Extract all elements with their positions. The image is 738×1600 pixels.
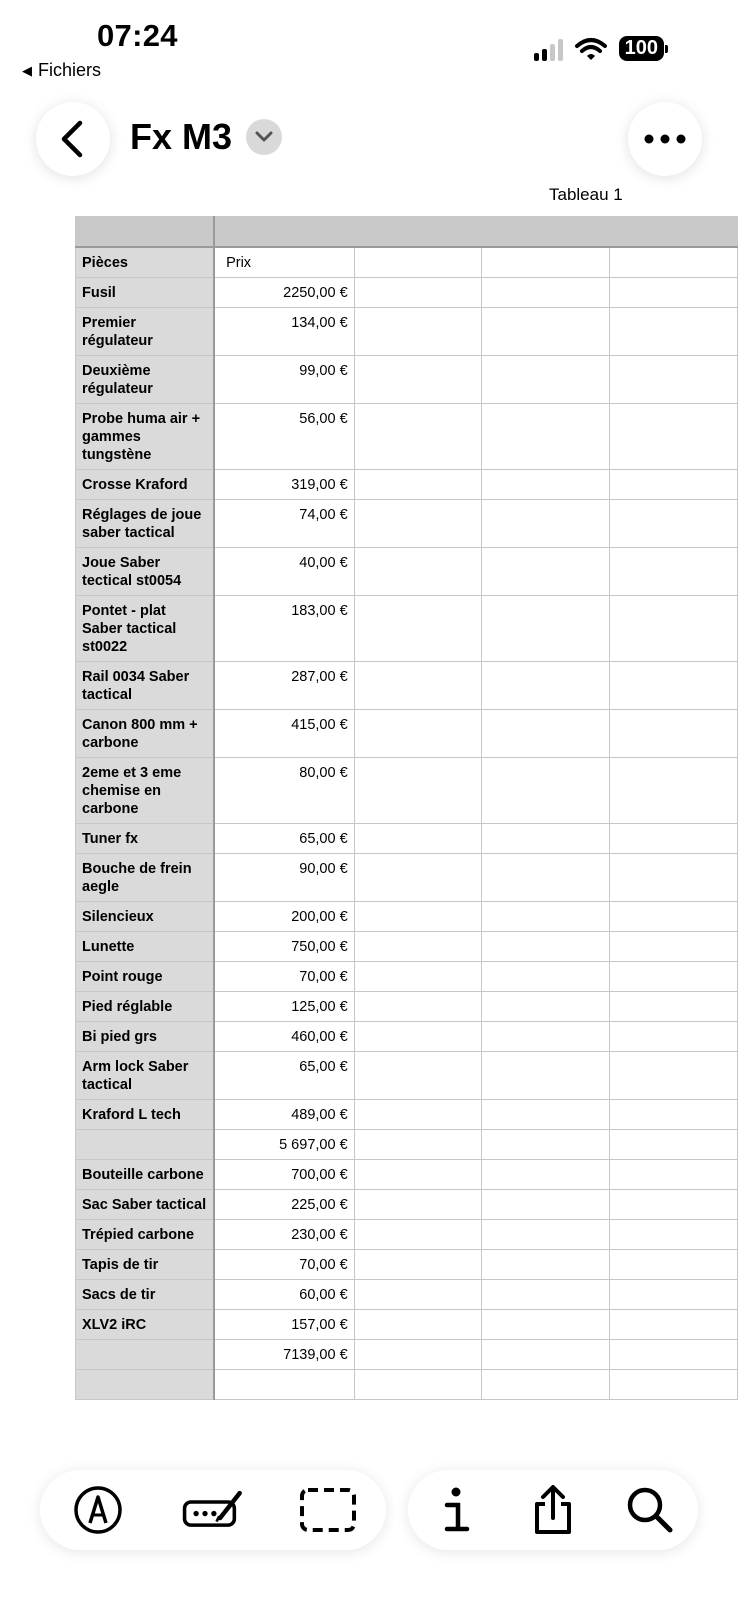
- piece-cell[interactable]: Sac Saber tactical: [76, 1190, 215, 1220]
- piece-cell[interactable]: Lunette: [76, 932, 215, 962]
- piece-cell[interactable]: Bouche de frein aegle: [76, 854, 215, 902]
- empty-cell[interactable]: [482, 500, 610, 548]
- empty-cell[interactable]: [610, 1310, 738, 1340]
- table-row[interactable]: [76, 932, 738, 962]
- empty-cell[interactable]: [354, 902, 482, 932]
- selection-button[interactable]: [296, 1478, 360, 1542]
- annotate-button[interactable]: [181, 1478, 245, 1542]
- price-cell[interactable]: 40,00 €: [214, 548, 354, 596]
- empty-cell[interactable]: [482, 356, 610, 404]
- piece-cell[interactable]: Premier régulateur: [76, 308, 215, 356]
- empty-cell[interactable]: [610, 278, 738, 308]
- table-row[interactable]: [76, 500, 738, 548]
- empty-cell[interactable]: [354, 1190, 482, 1220]
- empty-cell[interactable]: [482, 1100, 610, 1130]
- empty-cell[interactable]: [610, 1190, 738, 1220]
- empty-cell[interactable]: [610, 962, 738, 992]
- price-cell[interactable]: 2250,00 €: [214, 278, 354, 308]
- price-cell[interactable]: 99,00 €: [214, 356, 354, 404]
- piece-cell[interactable]: Pied réglable: [76, 992, 215, 1022]
- price-cell[interactable]: Prix: [214, 247, 354, 278]
- empty-cell[interactable]: [610, 356, 738, 404]
- empty-cell[interactable]: [610, 1280, 738, 1310]
- table-row[interactable]: [76, 278, 738, 308]
- price-cell[interactable]: 700,00 €: [214, 1160, 354, 1190]
- price-cell[interactable]: 80,00 €: [214, 758, 354, 824]
- empty-cell[interactable]: [610, 596, 738, 662]
- empty-cell[interactable]: [610, 854, 738, 902]
- back-app-label: Fichiers: [38, 60, 102, 80]
- piece-cell[interactable]: Rail 0034 Saber tactical: [76, 662, 215, 710]
- empty-cell[interactable]: [482, 1190, 610, 1220]
- empty-cell[interactable]: [354, 1220, 482, 1250]
- piece-cell[interactable]: Crosse Kraford: [76, 470, 215, 500]
- table-row[interactable]: [76, 1022, 738, 1052]
- table-row[interactable]: [76, 548, 738, 596]
- empty-cell[interactable]: [610, 247, 738, 278]
- piece-cell[interactable]: Bi pied grs: [76, 1022, 215, 1052]
- back-button[interactable]: [36, 102, 110, 176]
- price-cell[interactable]: 65,00 €: [214, 1052, 354, 1100]
- table-row[interactable]: [76, 992, 738, 1022]
- piece-cell[interactable]: [76, 1370, 215, 1400]
- empty-cell[interactable]: [354, 500, 482, 548]
- empty-cell[interactable]: [354, 962, 482, 992]
- piece-cell[interactable]: Silencieux: [76, 902, 215, 932]
- piece-cell[interactable]: Tapis de tir: [76, 1250, 215, 1280]
- price-cell[interactable]: 200,00 €: [214, 902, 354, 932]
- more-button[interactable]: [628, 102, 702, 176]
- table-row[interactable]: [76, 1370, 738, 1400]
- table-row[interactable]: [76, 1190, 738, 1220]
- empty-cell[interactable]: [354, 470, 482, 500]
- info-icon: [441, 1485, 471, 1535]
- price-cell[interactable]: 287,00 €: [214, 662, 354, 710]
- empty-cell[interactable]: [610, 824, 738, 854]
- empty-cell[interactable]: [354, 992, 482, 1022]
- piece-cell[interactable]: Réglages de joue saber tactical: [76, 500, 215, 548]
- empty-cell[interactable]: [354, 1100, 482, 1130]
- piece-cell[interactable]: Kraford L tech: [76, 1100, 215, 1130]
- document-title: Fx M3: [130, 116, 233, 157]
- column-header-b[interactable]: [214, 217, 354, 248]
- share-icon: [531, 1484, 575, 1536]
- price-cell[interactable]: 750,00 €: [214, 932, 354, 962]
- empty-cell[interactable]: [482, 1250, 610, 1280]
- piece-cell[interactable]: Pièces: [76, 247, 215, 278]
- toolbar-actions-group: [408, 1470, 698, 1550]
- piece-cell[interactable]: Arm lock Saber tactical: [76, 1052, 215, 1100]
- piece-cell[interactable]: Fusil: [76, 278, 215, 308]
- empty-cell[interactable]: [354, 404, 482, 470]
- price-cell[interactable]: 415,00 €: [214, 710, 354, 758]
- empty-cell[interactable]: [482, 1160, 610, 1190]
- piece-cell[interactable]: XLV2 iRC: [76, 1310, 215, 1340]
- empty-cell[interactable]: [482, 962, 610, 992]
- table-row[interactable]: [76, 1340, 738, 1370]
- empty-cell[interactable]: [354, 854, 482, 902]
- empty-cell[interactable]: [354, 1310, 482, 1340]
- table-row[interactable]: [76, 1280, 738, 1310]
- empty-cell[interactable]: [610, 902, 738, 932]
- empty-cell[interactable]: [354, 1340, 482, 1370]
- empty-cell[interactable]: [610, 1100, 738, 1130]
- table-row[interactable]: [76, 470, 738, 500]
- piece-cell[interactable]: Point rouge: [76, 962, 215, 992]
- empty-cell[interactable]: [610, 662, 738, 710]
- empty-cell[interactable]: [482, 1340, 610, 1370]
- empty-cell[interactable]: [610, 1130, 738, 1160]
- chevron-down-icon: [246, 119, 282, 155]
- spreadsheet-table[interactable]: [75, 216, 738, 1400]
- empty-cell[interactable]: [610, 470, 738, 500]
- cellular-signal-icon: [534, 37, 563, 61]
- search-button[interactable]: [618, 1478, 682, 1542]
- price-cell[interactable]: 65,00 €: [214, 824, 354, 854]
- empty-cell[interactable]: [482, 824, 610, 854]
- empty-cell[interactable]: [354, 932, 482, 962]
- back-triangle-icon: ◀: [22, 62, 32, 78]
- empty-cell[interactable]: [482, 308, 610, 356]
- share-button[interactable]: [521, 1478, 585, 1542]
- empty-cell[interactable]: [354, 1160, 482, 1190]
- empty-cell[interactable]: [610, 1220, 738, 1250]
- empty-cell[interactable]: [354, 1052, 482, 1100]
- table-row[interactable]: [76, 1250, 738, 1280]
- empty-cell[interactable]: [610, 758, 738, 824]
- empty-cell[interactable]: [482, 1220, 610, 1250]
- empty-cell[interactable]: [610, 1160, 738, 1190]
- piece-cell[interactable]: [76, 1130, 215, 1160]
- price-cell[interactable]: 74,00 €: [214, 500, 354, 548]
- empty-cell[interactable]: [354, 356, 482, 404]
- empty-cell[interactable]: [354, 548, 482, 596]
- toolbar-edit-group: [40, 1470, 386, 1550]
- column-header-a[interactable]: [76, 217, 215, 248]
- empty-cell[interactable]: [482, 596, 610, 662]
- annotate-icon: [181, 1485, 245, 1535]
- piece-cell[interactable]: Deuxième régulateur: [76, 356, 215, 404]
- empty-cell[interactable]: [482, 247, 610, 278]
- empty-cell[interactable]: [610, 308, 738, 356]
- price-cell[interactable]: 125,00 €: [214, 992, 354, 1022]
- price-cell[interactable]: 460,00 €: [214, 1022, 354, 1052]
- table-row[interactable]: [76, 902, 738, 932]
- price-cell[interactable]: 56,00 €: [214, 404, 354, 470]
- empty-cell[interactable]: [482, 278, 610, 308]
- empty-cell[interactable]: [354, 1022, 482, 1052]
- empty-cell[interactable]: [354, 710, 482, 758]
- empty-cell[interactable]: [610, 404, 738, 470]
- sheet-name: Tableau 1: [549, 185, 623, 204]
- empty-cell[interactable]: [610, 1022, 738, 1052]
- piece-cell[interactable]: Bouteille carbone: [76, 1160, 215, 1190]
- empty-cell[interactable]: [610, 992, 738, 1022]
- price-cell[interactable]: 70,00 €: [214, 1250, 354, 1280]
- empty-cell[interactable]: [354, 824, 482, 854]
- table-row[interactable]: [76, 596, 738, 662]
- price-cell[interactable]: 7139,00 €: [214, 1340, 354, 1370]
- table-row[interactable]: [76, 710, 738, 758]
- empty-cell[interactable]: [482, 1022, 610, 1052]
- column-header-e[interactable]: [610, 217, 738, 248]
- price-cell[interactable]: 5 697,00 €: [214, 1130, 354, 1160]
- empty-cell[interactable]: [354, 247, 482, 278]
- table-row[interactable]: [76, 1100, 738, 1130]
- empty-cell[interactable]: [482, 758, 610, 824]
- table-row[interactable]: [76, 1220, 738, 1250]
- battery-icon: [619, 36, 668, 61]
- empty-cell[interactable]: [482, 404, 610, 470]
- price-cell[interactable]: 134,00 €: [214, 308, 354, 356]
- empty-cell[interactable]: [482, 1052, 610, 1100]
- back-to-app-link[interactable]: [22, 60, 101, 81]
- selection-icon: [299, 1487, 357, 1533]
- empty-cell[interactable]: [610, 548, 738, 596]
- markup-icon: [73, 1485, 123, 1535]
- price-cell[interactable]: 70,00 €: [214, 962, 354, 992]
- table-row[interactable]: [76, 662, 738, 710]
- empty-cell[interactable]: [482, 1280, 610, 1310]
- table-row[interactable]: [76, 1130, 738, 1160]
- price-cell[interactable]: 90,00 €: [214, 854, 354, 902]
- empty-cell[interactable]: [610, 1052, 738, 1100]
- price-cell[interactable]: 230,00 €: [214, 1220, 354, 1250]
- price-cell[interactable]: 183,00 €: [214, 596, 354, 662]
- empty-cell[interactable]: [482, 992, 610, 1022]
- column-header-row[interactable]: [76, 217, 738, 248]
- table-row[interactable]: [76, 758, 738, 824]
- empty-cell[interactable]: [610, 500, 738, 548]
- wifi-icon: [575, 37, 607, 61]
- empty-cell[interactable]: [354, 1130, 482, 1160]
- piece-cell[interactable]: Sacs de tir: [76, 1280, 215, 1310]
- search-icon: [626, 1486, 674, 1534]
- chevron-left-icon: [58, 119, 88, 159]
- table-row[interactable]: [76, 404, 738, 470]
- piece-cell[interactable]: Joue Saber tectical st0054: [76, 548, 215, 596]
- column-header-c[interactable]: [354, 217, 482, 248]
- empty-cell[interactable]: [482, 470, 610, 500]
- piece-cell[interactable]: Tuner fx: [76, 824, 215, 854]
- table-row[interactable]: [76, 824, 738, 854]
- status-icons: [534, 36, 668, 61]
- piece-cell[interactable]: Canon 800 mm + carbone: [76, 710, 215, 758]
- empty-cell[interactable]: [354, 758, 482, 824]
- price-cell[interactable]: 225,00 €: [214, 1190, 354, 1220]
- empty-cell[interactable]: [354, 308, 482, 356]
- document-title-button[interactable]: [130, 116, 282, 158]
- piece-cell[interactable]: 2eme et 3 eme chemise en carbone: [76, 758, 215, 824]
- empty-cell[interactable]: [354, 278, 482, 308]
- empty-cell[interactable]: [482, 548, 610, 596]
- column-header-d[interactable]: [482, 217, 610, 248]
- table-row[interactable]: [76, 356, 738, 404]
- table-row[interactable]: [76, 308, 738, 356]
- empty-cell[interactable]: [354, 1250, 482, 1280]
- empty-cell[interactable]: [482, 1370, 610, 1400]
- empty-cell[interactable]: [354, 1370, 482, 1400]
- markup-button[interactable]: [66, 1478, 130, 1542]
- empty-cell[interactable]: [610, 1340, 738, 1370]
- empty-cell[interactable]: [354, 596, 482, 662]
- table-row[interactable]: [76, 247, 738, 278]
- info-button[interactable]: [424, 1478, 488, 1542]
- battery-level: 100: [619, 36, 664, 61]
- table-row[interactable]: [76, 1052, 738, 1100]
- empty-cell[interactable]: [482, 854, 610, 902]
- piece-cell[interactable]: Probe huma air + gammes tungstène: [76, 404, 215, 470]
- price-cell[interactable]: 60,00 €: [214, 1280, 354, 1310]
- table-row[interactable]: [76, 1160, 738, 1190]
- empty-cell[interactable]: [482, 1310, 610, 1340]
- empty-cell[interactable]: [354, 662, 482, 710]
- piece-cell[interactable]: [76, 1340, 215, 1370]
- price-cell[interactable]: [214, 1370, 354, 1400]
- more-icon: [643, 134, 687, 144]
- table-row[interactable]: [76, 1310, 738, 1340]
- status-time: 07:24: [97, 18, 178, 53]
- empty-cell[interactable]: [482, 902, 610, 932]
- empty-cell[interactable]: [354, 1280, 482, 1310]
- price-cell[interactable]: 319,00 €: [214, 470, 354, 500]
- empty-cell[interactable]: [482, 932, 610, 962]
- piece-cell[interactable]: Pontet - plat Saber tactical st0022: [76, 596, 215, 662]
- price-cell[interactable]: 157,00 €: [214, 1310, 354, 1340]
- table-row[interactable]: [76, 854, 738, 902]
- empty-cell[interactable]: [610, 1370, 738, 1400]
- empty-cell[interactable]: [482, 710, 610, 758]
- empty-cell[interactable]: [482, 662, 610, 710]
- empty-cell[interactable]: [610, 1250, 738, 1280]
- piece-cell[interactable]: Trépied carbone: [76, 1220, 215, 1250]
- price-cell[interactable]: 489,00 €: [214, 1100, 354, 1130]
- empty-cell[interactable]: [482, 1130, 610, 1160]
- empty-cell[interactable]: [610, 710, 738, 758]
- empty-cell[interactable]: [610, 932, 738, 962]
- table-row[interactable]: [76, 962, 738, 992]
